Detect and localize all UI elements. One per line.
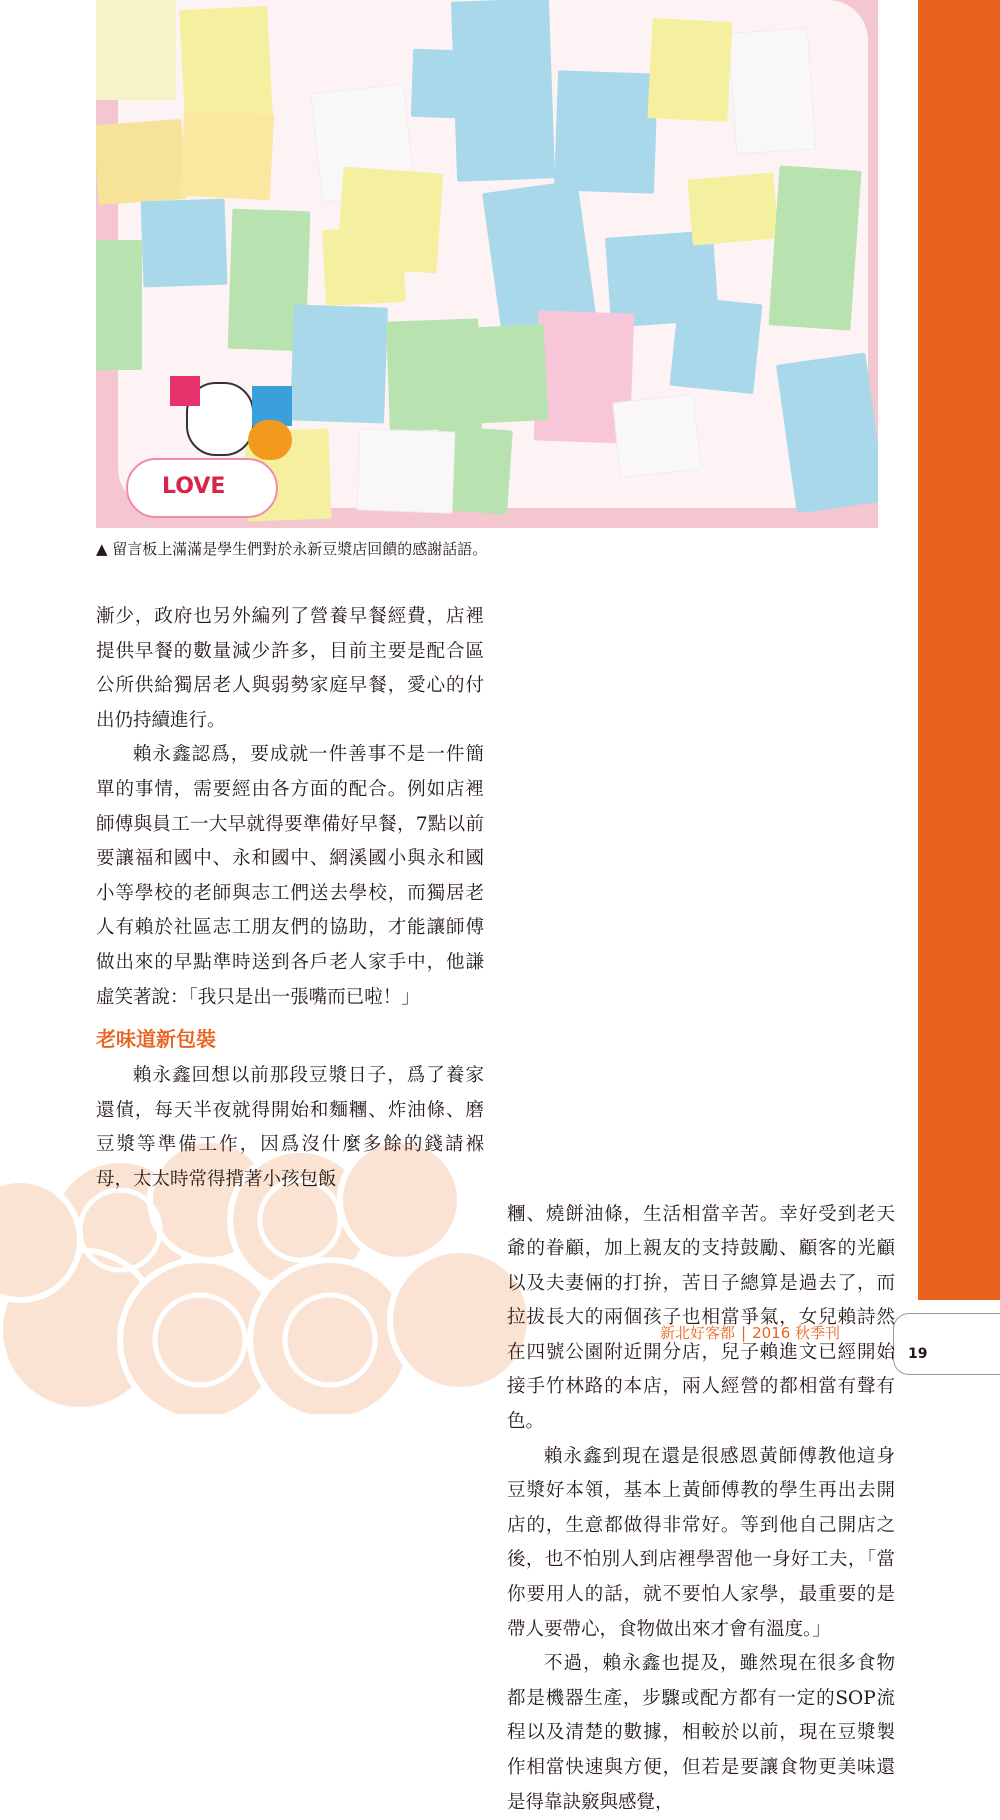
left-text-column — [96, 600, 484, 1198]
love-label: LOVE — [162, 474, 225, 499]
sticky-note — [451, 0, 555, 182]
sticky-note — [687, 172, 778, 245]
sticky-note — [647, 18, 732, 122]
cartoon-lion-icon — [248, 420, 292, 460]
sticky-note — [728, 27, 816, 154]
sticky-note — [464, 324, 549, 424]
gift-box-icon — [170, 376, 200, 406]
paragraph: 糰、燒餅油條，生活相當辛苦。幸好受到老天爺的眷顧，加上親友的支持鼓勵、顧客的光顧以及夫妻倆的打拚，苦日子總算是過去了，而拉拔長大的兩個孩子也相當爭氣，女兒賴詩然在四號公園附近開分店，兒子賴進文已經開始接手竹林路的本店，兩人經營的都相當有聲有色。 — [507, 1198, 895, 1440]
page-number-tab — [893, 1313, 1000, 1375]
sticky-note — [670, 296, 763, 394]
sticky-note — [141, 199, 228, 288]
right-text-column — [507, 1198, 895, 1820]
publication-name: 新北好客都 — [660, 1324, 735, 1342]
page-number: 19 — [908, 1346, 927, 1362]
paragraph: 漸少，政府也另外編列了營養早餐經費，店裡提供早餐的數量減少許多，目前主要是配合區公所供給獨居老人與弱勢家庭早餐，愛心的付出仍持續進行。 — [96, 600, 484, 738]
sticky-note — [337, 167, 444, 274]
paragraph: 賴永鑫回想以前那段豆漿日子，爲了養家還債，每天半夜就得開始和麵糰、炸油條、磨豆漿等準備工作，因爲沒什麼多餘的錢請褓母，太太時常得揹著小孩包飯 — [96, 1059, 484, 1197]
sticky-note — [357, 428, 456, 513]
photo-caption: ▲ 留言板上滿滿是學生們對於永新豆漿店回饋的感謝話語。 — [96, 538, 896, 559]
footer-separator: | — [741, 1324, 746, 1342]
sticky-note — [769, 165, 862, 330]
paragraph: 不過，賴永鑫也提及，雖然現在很多食物都是機器生產，步驟或配方都有一定的SOP流程以及清楚的數據，相較於以前，現在豆漿製作相當快速與方便，但若是要讓食物更美味還是得靠訣竅與感覺， — [507, 1647, 895, 1820]
sticky-note — [179, 6, 273, 120]
sticky-note — [180, 110, 274, 201]
section-heading: 老味道新包裝 — [96, 1025, 484, 1053]
sticky-note — [96, 0, 176, 100]
issue-label: 2016 秋季刊 — [752, 1324, 840, 1342]
paragraph: 賴永鑫到現在還是很感恩黃師傅教他這身豆漿好本領，基本上黃師傅教的學生再出去開店的，生意都做得非常好。等到他自己開店之後，也不怕別人到店裡學習他一身好工夫，「當你要用人的話，就不要怕人家學，最重要的是帶人要帶心，食物做出來才會有溫度。」 — [507, 1440, 895, 1648]
sticky-note — [290, 304, 388, 423]
sticky-note — [612, 394, 701, 478]
sticky-note — [96, 240, 142, 370]
sticky-note — [96, 119, 187, 205]
orange-side-bar — [918, 0, 1000, 1300]
paragraph: 賴永鑫認爲，要成就一件善事不是一件簡單的事情，需要經由各方面的配合。例如店裡師傅與員工一大早就得要準備好早餐，7點以前要讓福和國中、永和國中、網溪國小與永和國小等學校的老師與志工們送去學校，而獨居老人有賴於社區志工朋友們的協助，才能讓師傅做出來的早點準時送到各戶老人家手中，他謙虛笑著說：「我只是出一張嘴而已啦！」 — [96, 738, 484, 1015]
message-board-photo — [96, 0, 878, 528]
sticky-note — [554, 70, 658, 193]
